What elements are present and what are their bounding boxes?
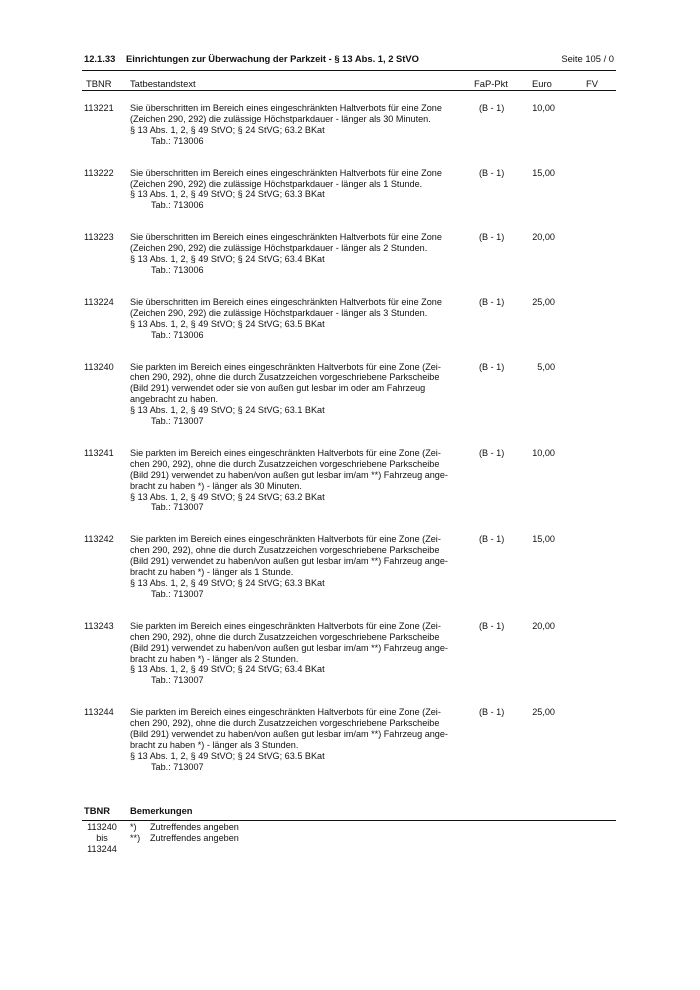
remark-item <box>130 833 239 844</box>
entry-text-line: (Bild 291) verwendet zu haben/von außen gut lesbar im/am **) Fahrzeug ange- <box>130 556 448 567</box>
entry-text-line: bracht zu haben *) - länger als 1 Stunde. <box>130 567 294 578</box>
entry-text <box>130 297 470 341</box>
entry-fap-points: (B - 1) <box>479 534 505 545</box>
entry-text-line: (Bild 291) verwendet zu haben/von außen gut lesbar im/am **) Fahrzeug ange- <box>130 729 448 740</box>
table-row <box>84 232 614 276</box>
table-row <box>84 621 614 686</box>
entry-text-line: chen 290, 292), ohne die durch Zusatzzeichen vorgeschriebene Parkscheibe <box>130 631 440 642</box>
entry-text-line: Sie überschritten im Bereich eines eingeschränkten Haltverbots für eine Zone <box>130 296 442 307</box>
entry-tab-ref: Tab.: 713007 <box>151 761 204 772</box>
entry-tbnr: 113240 <box>84 361 114 372</box>
entry-text-line: (Zeichen 290, 292) die zulässige Höchstparkdauer - länger als 3 Stunden. <box>130 307 428 318</box>
entry-text-line: bracht zu haben *) - länger als 2 Stunden. <box>130 653 299 664</box>
entry-text <box>130 621 470 686</box>
entry-text-line: § 13 Abs. 1, 2, § 49 StVO; § 24 StVG; 63.1 BKat <box>130 405 325 416</box>
entry-text-line: Sie überschritten im Bereich eines eingeschränkten Haltverbots für eine Zone <box>130 103 442 113</box>
section-title: Einrichtungen zur Überwachung der Parkzeit - § 13 Abs. 1, 2 StVO <box>126 53 419 64</box>
entry-text-line: (Zeichen 290, 292) die zulässige Höchstparkdauer - länger als 1 Stunde. <box>130 178 423 189</box>
entry-tab-ref: Tab.: 713007 <box>151 675 204 686</box>
entry-text-line: Sie parkten im Bereich eines eingeschränkten Haltverbots für eine Zone (Zei- <box>130 707 441 718</box>
entry-text <box>130 362 470 427</box>
entry-text <box>130 168 470 212</box>
entry-text-line: chen 290, 292), ohne die durch Zusatzzeichen vorgeschriebene Parkscheibe <box>130 372 440 383</box>
entry-text <box>130 103 470 147</box>
entry-tbnr: 113223 <box>84 232 114 243</box>
entry-text-line: Sie parkten im Bereich eines eingeschränkten Haltverbots für eine Zone (Zei- <box>130 361 441 372</box>
column-text: Tatbestandstext <box>130 78 196 89</box>
header-rule <box>82 70 616 71</box>
entry-fap-points: (B - 1) <box>479 620 505 631</box>
column-fap: FaP-Pkt <box>474 78 508 89</box>
entry-text <box>130 448 470 513</box>
entry-euro: 20,00 <box>532 232 555 243</box>
remarks-range-sep: bis <box>96 832 108 843</box>
entry-fap-points: (B - 1) <box>479 296 505 307</box>
entry-text-line: bracht zu haben *) - länger als 3 Stunden. <box>130 739 299 750</box>
entry-fap-points: (B - 1) <box>479 447 505 458</box>
entry-euro: 15,00 <box>532 534 555 545</box>
remarks-rule <box>82 820 616 821</box>
entry-tab-ref: Tab.: 713007 <box>151 588 204 599</box>
entry-euro: 10,00 <box>532 447 555 458</box>
table-row <box>84 103 614 147</box>
entry-euro: 5,00 <box>537 361 555 372</box>
entry-tbnr: 113224 <box>84 296 114 307</box>
entry-text-line: (Zeichen 290, 292) die zulässige Höchstparkdauer - länger als 2 Stunden. <box>130 243 428 254</box>
entry-tbnr: 113244 <box>84 707 114 718</box>
entry-tbnr: 113222 <box>84 167 114 178</box>
entry-euro: 25,00 <box>532 296 555 307</box>
entry-text-line: Sie überschritten im Bereich eines eingeschränkten Haltverbots für eine Zone <box>130 232 442 243</box>
entry-euro: 15,00 <box>532 167 555 178</box>
entry-text-line: § 13 Abs. 1, 2, § 49 StVO; § 24 StVG; 63.3 BKat <box>130 578 325 588</box>
table-row <box>84 297 614 341</box>
table-row <box>84 362 614 427</box>
column-euro: Euro <box>532 78 552 89</box>
entry-text-line: Sie parkten im Bereich eines eingeschränkten Haltverbots für eine Zone (Zei- <box>130 534 441 545</box>
entry-text <box>130 707 470 772</box>
entry-text-line: § 13 Abs. 1, 2, § 49 StVO; § 24 StVG; 63.5 BKat <box>130 318 325 329</box>
section-number: 12.1.33 <box>84 53 116 64</box>
remarks-label: Bemerkungen <box>130 805 193 816</box>
entry-tab-ref: Tab.: 713006 <box>151 329 204 340</box>
entry-text-line: § 13 Abs. 1, 2, § 49 StVO; § 24 StVG; 63.2 BKat <box>130 124 325 135</box>
entry-fap-points: (B - 1) <box>479 707 505 718</box>
remarks-range-start: 113240 <box>87 822 117 832</box>
entry-text-line: Sie parkten im Bereich eines eingeschränkten Haltverbots für eine Zone (Zei- <box>130 620 441 631</box>
entry-euro: 10,00 <box>532 103 555 113</box>
entry-text-line: (Bild 291) verwendet zu haben/von außen gut lesbar im/am **) Fahrzeug ange- <box>130 642 448 653</box>
entry-tab-ref: Tab.: 713006 <box>151 200 204 211</box>
column-header-rule <box>82 90 616 91</box>
entries-list <box>84 103 614 794</box>
entry-text-line: chen 290, 292), ohne die durch Zusatzzeichen vorgeschriebene Parkscheibe <box>130 545 440 556</box>
table-row <box>84 707 614 772</box>
remarks-range-end: 113244 <box>87 843 117 854</box>
entry-text-line: chen 290, 292), ohne die durch Zusatzzeichen vorgeschriebene Parkscheibe <box>130 458 440 469</box>
remark-marker: **) <box>130 832 141 843</box>
entry-text-line: bracht zu haben *) - länger als 30 Minuten. <box>130 480 302 491</box>
page-number: Seite 105 / 0 <box>561 53 614 64</box>
remark-text: Zutreffendes angeben <box>150 832 239 843</box>
table-row <box>84 448 614 513</box>
remarks-list <box>130 822 239 844</box>
entry-tab-ref: Tab.: 713006 <box>151 135 204 146</box>
entry-tab-ref: Tab.: 713006 <box>151 264 204 275</box>
entry-fap-points: (B - 1) <box>479 103 505 113</box>
entry-tab-ref: Tab.: 713007 <box>151 502 204 513</box>
remark-item <box>130 822 239 833</box>
entry-fap-points: (B - 1) <box>479 167 505 178</box>
table-row <box>84 534 614 599</box>
entry-tbnr: 113242 <box>84 534 114 545</box>
entry-text <box>130 534 470 599</box>
column-fv: FV <box>586 78 598 89</box>
entry-tbnr: 113241 <box>84 447 114 458</box>
entry-text-line: § 13 Abs. 1, 2, § 49 StVO; § 24 StVG; 63.4 BKat <box>130 664 325 675</box>
entry-fap-points: (B - 1) <box>479 361 505 372</box>
entry-euro: 20,00 <box>532 620 555 631</box>
entry-euro: 25,00 <box>532 707 555 718</box>
entry-fap-points: (B - 1) <box>479 232 505 243</box>
entry-text-line: angebracht zu haben. <box>130 394 218 405</box>
entry-tbnr: 113243 <box>84 620 114 631</box>
entry-text-line: (Zeichen 290, 292) die zulässige Höchstparkdauer - länger als 30 Minuten. <box>130 113 431 124</box>
entry-text <box>130 232 470 276</box>
entry-text-line: (Bild 291) verwendet zu haben/von außen gut lesbar im/am **) Fahrzeug ange- <box>130 469 448 480</box>
remark-marker: *) <box>130 822 137 832</box>
entry-text-line: Sie überschritten im Bereich eines eingeschränkten Haltverbots für eine Zone <box>130 167 442 178</box>
entry-tbnr: 113221 <box>84 103 114 113</box>
entry-text-line: Sie parkten im Bereich eines eingeschränkten Haltverbots für eine Zone (Zei- <box>130 447 441 458</box>
entry-text-line: § 13 Abs. 1, 2, § 49 StVO; § 24 StVG; 63.3 BKat <box>130 189 325 200</box>
entry-text-line: (Bild 291) verwendet oder sie von außen gut lesbar im oder am Fahrzeug <box>130 383 426 394</box>
entry-text-line: § 13 Abs. 1, 2, § 49 StVO; § 24 StVG; 63.2 BKat <box>130 491 325 502</box>
page-header <box>84 53 614 67</box>
entry-text-line: § 13 Abs. 1, 2, § 49 StVO; § 24 StVG; 63.4 BKat <box>130 254 325 265</box>
column-tbnr: TBNR <box>86 78 112 89</box>
remarks-range <box>84 822 120 854</box>
entry-text-line: chen 290, 292), ohne die durch Zusatzzeichen vorgeschriebene Parkscheibe <box>130 718 440 729</box>
entry-text-line: § 13 Abs. 1, 2, § 49 StVO; § 24 StVG; 63.5 BKat <box>130 750 325 761</box>
remark-text: Zutreffendes angeben <box>150 822 239 832</box>
remarks-tbnr-label: TBNR <box>84 805 111 816</box>
table-row <box>84 168 614 212</box>
entry-tab-ref: Tab.: 713007 <box>151 416 204 427</box>
